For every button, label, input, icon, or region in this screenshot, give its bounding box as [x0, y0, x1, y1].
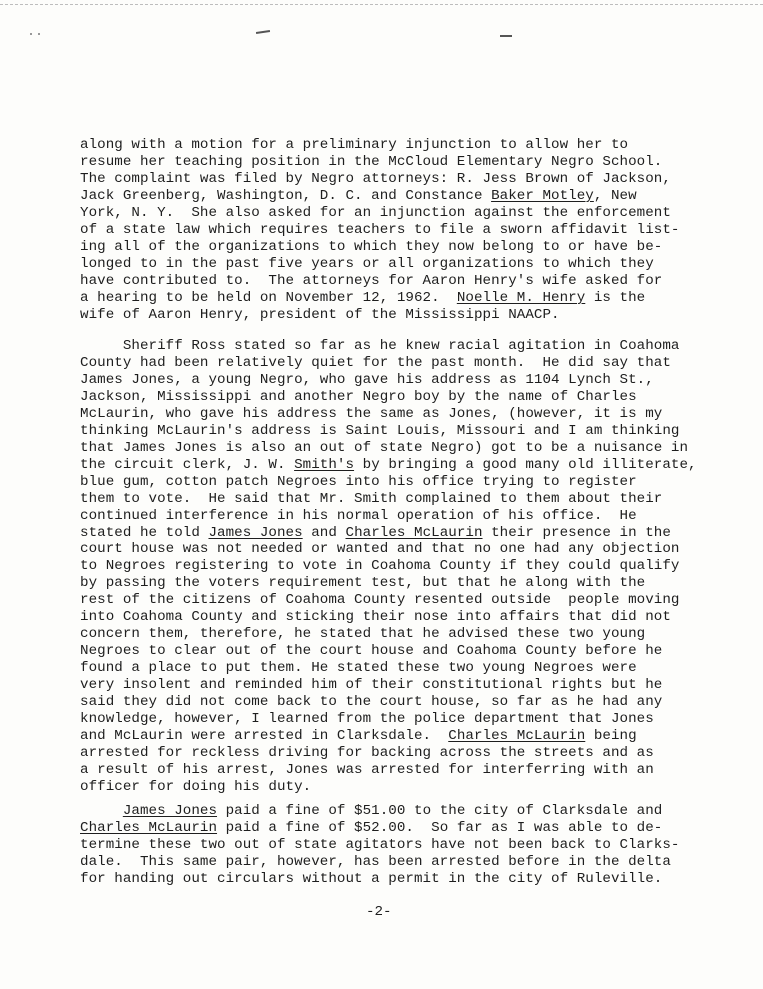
text-line: Jackson, Mississippi and another Negro boy by the name of Charles	[80, 388, 637, 405]
underlined-name: Charles McLaurin	[80, 820, 218, 836]
text-line: to Negroes registering to vote in Coahoma County if they could qualify	[80, 558, 680, 575]
underlined-name: Baker Motley	[491, 187, 594, 204]
text-line: a result of his arrest, Jones was arrested for interferring with an	[80, 761, 654, 778]
text-line: officer for doing his duty.	[80, 778, 312, 795]
page-number: -2-	[366, 904, 392, 920]
text-line: longed to in the past five years or all organizations to which they	[80, 255, 654, 272]
text-line: very insolent and reminded him of their constitutional rights but he	[80, 677, 663, 693]
underlined-name: Smith's	[294, 456, 355, 473]
text-line: said they did not come back to the court house, so far as he had any	[80, 694, 663, 710]
text-line: for handing out circulars without a permit in the city of Ruleville.	[80, 870, 663, 887]
underlined-name: Charles McLaurin	[345, 524, 483, 541]
text-line: McLaurin, who gave his address the same as Jones, (however, it is my	[80, 405, 663, 422]
text-line: court house was not needed or wanted and that no one had any objection	[80, 541, 680, 558]
text-line: York, N. Y. She also asked for an injunction against the enforcement	[80, 204, 671, 221]
text-line: by passing the voters requirement test, but that he along with the	[80, 575, 646, 592]
text-line: them to vote. He said that Mr. Smith complained to them about their	[80, 490, 663, 507]
text-line: that James Jones is also an out of state Negro) got to be a nuisance in	[80, 439, 689, 456]
text-line: along with a motion for a preliminary injunction to allow her to	[80, 137, 629, 153]
text-line: knowledge, however, I learned from the police department that Jones	[80, 710, 654, 727]
underlined-name: Noelle M. Henry	[456, 289, 586, 306]
text-line: resume her teaching position in the McCloud Elementary Negro School.	[80, 153, 663, 170]
text-line: Jack Greenberg, Washington, D. C. and Constance Baker Motley, New	[80, 187, 637, 204]
text-line: Charles McLaurin paid a fine of $52.00. So far as I was able to de-	[80, 820, 663, 836]
text-line: thinking McLaurin's address is Saint Louis, Missouri and I am thinking	[80, 422, 680, 439]
scan-mark	[30, 33, 32, 35]
text-line: arrested for reckless driving for backing across the streets and as	[80, 744, 654, 761]
text-line: into Coahoma County and sticking their nose into affairs that did not	[80, 609, 671, 626]
text-line: stated he told James Jones and Charles McLaurin their presence in the	[80, 524, 671, 541]
scan-edge-line	[0, 4, 763, 5]
text-line: found a place to put them. He stated these two young Negroes were	[80, 660, 637, 676]
text-line: concern them, therefore, he stated that he advised these two young	[80, 626, 646, 643]
scan-mark	[256, 30, 270, 34]
scan-mark	[500, 35, 512, 37]
text-line: of a state law which requires teachers to file a sworn affidavit list-	[80, 221, 680, 238]
text-line: termine these two out of state agitators have not been back to Clarks-	[80, 836, 680, 853]
text-line: James Jones, a young Negro, who gave his address as 1104 Lynch St.,	[80, 371, 654, 388]
text-line: blue gum, cotton patch Negroes into his office trying to register	[80, 473, 637, 490]
text-line: a hearing to be held on November 12, 1962. Noelle M. Henry is the	[80, 289, 646, 306]
text-line: wife of Aaron Henry, president of the Mississippi NAACP.	[80, 306, 560, 323]
text-line: have contributed to. The attorneys for Aaron Henry's wife asked for	[80, 272, 663, 289]
scan-mark	[38, 33, 40, 35]
text-line: dale. This same pair, however, has been arrested before in the delta	[80, 853, 671, 870]
text-line: The complaint was filed by Negro attorneys: R. Jess Brown of Jackson,	[80, 170, 671, 187]
text-line: Sheriff Ross stated so far as he knew racial agitation in Coahoma	[80, 338, 680, 354]
text-line: the circuit clerk, J. W. Smith's by bringing a good many old illiterate,	[80, 456, 697, 473]
underlined-name: Charles McLaurin	[448, 727, 586, 744]
text-line: ing all of the organizations to which they now belong to or have be-	[80, 238, 663, 255]
text-line: County had been relatively quiet for the past month. He did say that	[80, 354, 671, 371]
text-line: James Jones paid a fine of $51.00 to the city of Clarksdale and	[122, 803, 663, 819]
underlined-name: James Jones	[122, 803, 218, 819]
text-line: rest of the citizens of Coahoma County resented outside people moving	[80, 592, 680, 609]
text-line: and McLaurin were arrested in Clarksdale. Charles McLaurin being	[80, 727, 637, 744]
text-line: continued interference in his normal operation of his office. He	[80, 507, 637, 524]
text-line: Negroes to clear out of the court house and Coahoma County before he	[80, 643, 663, 660]
underlined-name: James Jones	[208, 524, 303, 541]
